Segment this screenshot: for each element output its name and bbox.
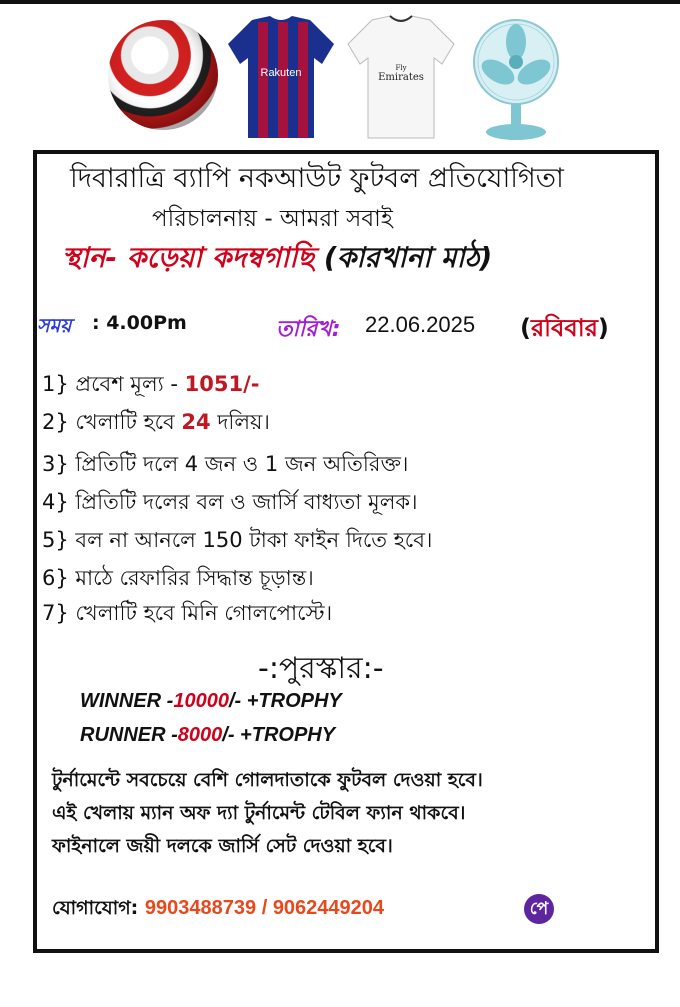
day-name: রবিবার xyxy=(530,314,598,342)
note-top-scorer: টুর্নামেন্টে সবচেয়ে বেশি গোলদাতাকে ফুটবল দেওয়া হবে। xyxy=(52,769,483,791)
rule-1 xyxy=(42,368,259,403)
barca-jersey-image xyxy=(222,14,340,142)
runner-suffix: /- +TROPHY xyxy=(222,724,336,746)
day-value: (রবিবার) xyxy=(520,314,609,342)
rule-6: 6} মাঠে রেফারির সিদ্ধান্ত চূড়ান্ত। xyxy=(42,566,314,590)
rule-5: 5} বল না আনলে 150 টাকা ফাইন দিতে হবে। xyxy=(42,528,433,552)
winner-suffix: /- +TROPHY xyxy=(228,690,342,712)
rule-4: 4} প্রিতিটি দলের বল ও জার্সি বাধ্যতা মূলক। xyxy=(42,490,418,514)
winner-amount: 10000 xyxy=(173,690,229,712)
winner-prize xyxy=(80,690,342,713)
date-label: তারিখ: xyxy=(276,317,341,342)
header-images xyxy=(0,12,680,147)
contact-line xyxy=(52,894,384,926)
runner-prize xyxy=(80,724,335,747)
phone-separator: / xyxy=(256,897,273,919)
top-border-line xyxy=(0,0,680,4)
table-fan-image xyxy=(466,16,566,142)
organizer-line: পরিচালনায় - আমরা সবাই xyxy=(152,206,393,232)
entry-fee: 1051/- xyxy=(184,372,260,396)
real-madrid-jersey-image xyxy=(342,14,460,142)
note-final-jersey: ফাইনালে জয়ী দলকে জার্সি সেট দেওয়া হবে। xyxy=(52,835,393,857)
rule-1-text: 1} প্রবেশ মূল্য - xyxy=(42,372,185,396)
contact-label: যোগাযোগ: xyxy=(52,897,139,919)
venue-line xyxy=(62,236,492,283)
winner-label: WINNER - xyxy=(80,690,174,712)
rule-2-suffix: দলিয়। xyxy=(210,410,270,434)
barca-sponsor: Rakuten xyxy=(260,67,302,79)
team-count: 24 xyxy=(181,410,211,434)
phonepe-icon: পে xyxy=(524,894,554,924)
rule-2 xyxy=(42,406,270,441)
rule-3: 3} প্রিতিটি দলে 4 জন ও 1 জন অতিরিক্ত। xyxy=(42,452,409,476)
venue-detail: (কারখানা মাঠ) xyxy=(323,241,493,274)
football-image xyxy=(108,20,218,130)
real-sponsor: Emirates xyxy=(378,72,424,83)
real-sponsor-top: Fly xyxy=(395,64,407,72)
tournament-title: দিবারাত্রি ব্যাপি নকআউট ফুটবল প্রতিযোগিতা xyxy=(70,163,564,194)
rule-7: 7} খেলাটি হবে মিনি গোলপোস্টে। xyxy=(42,601,333,625)
runner-amount: 8000 xyxy=(177,724,223,746)
date-value: 22.06.2025 xyxy=(365,312,476,337)
time-label: সময় xyxy=(37,315,72,337)
prize-heading: -:পুরস্কার:- xyxy=(258,651,384,686)
phone-2[interactable]: 9062449204 xyxy=(272,897,385,919)
runner-label: RUNNER - xyxy=(80,724,178,746)
rule-2-text: 2} খেলাটি হবে xyxy=(42,410,182,434)
note-man-of-tournament: এই খেলায় ম্যান অফ দ্যা টুর্নামেন্ট টেবিল ফ্যান থাকবে। xyxy=(52,802,466,824)
phone-1[interactable]: 9903488739 xyxy=(144,897,257,919)
time-value: : 4.00Pm xyxy=(92,312,187,334)
venue-name: স্থান- কড়েয়া কদম্বগাছি xyxy=(62,241,315,274)
